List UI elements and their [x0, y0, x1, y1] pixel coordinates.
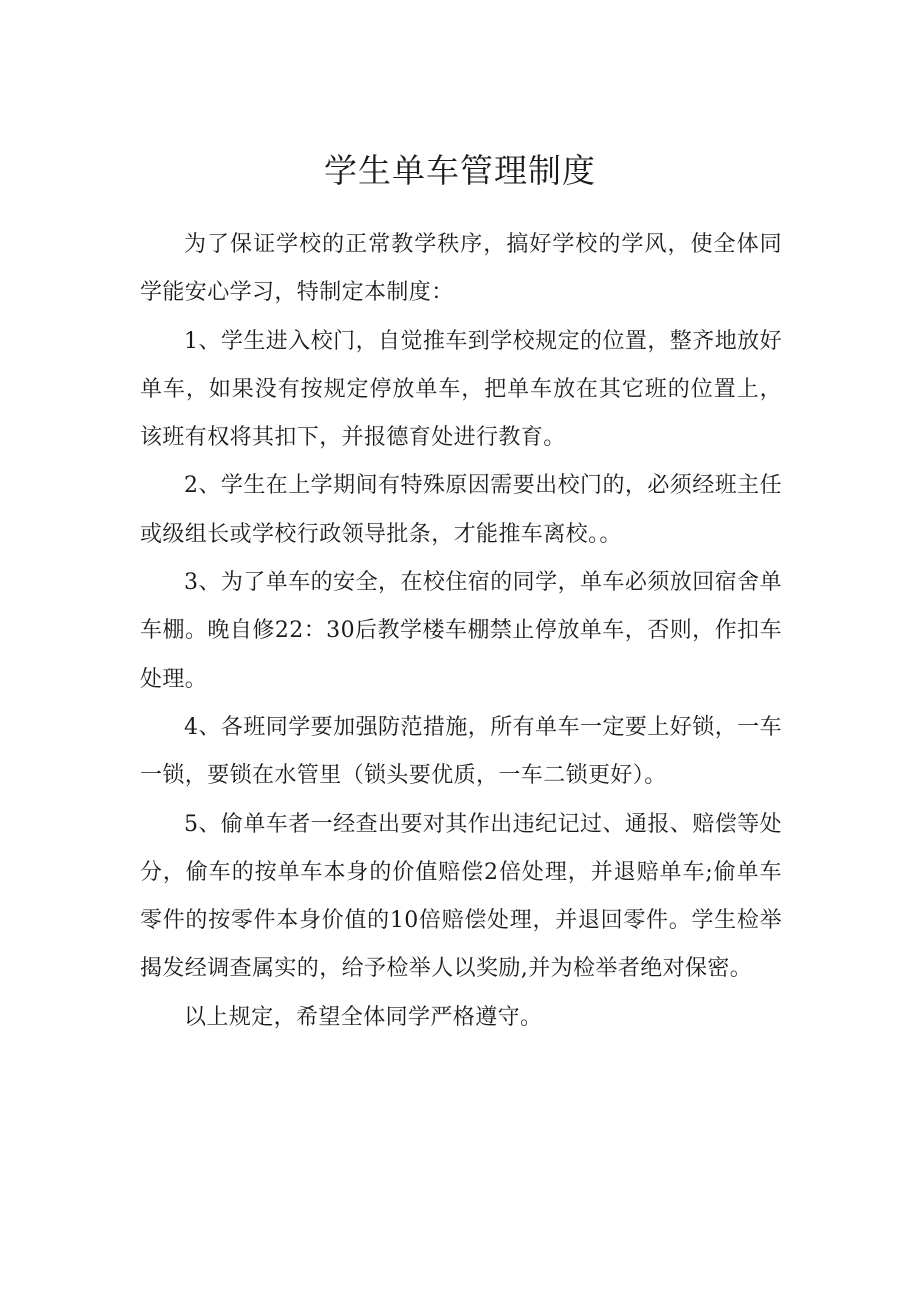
- closing-paragraph: 以上规定，希望全体同学严格遵守。: [184, 1004, 543, 1030]
- rule-5-paragraph: 5、偷单车者一经查出要对其作出违纪记过、通报、赔偿等处分，偷车的按单车本身的价值赔偿2倍处理，并退赔单车;偷单车零件的按零件本身价值的10倍赔偿处理，并退回零件。学生检举揭发经调查属实的，给予检举人以奖励,并为检举者绝对保密。: [140, 811, 782, 982]
- intro-paragraph: 为了保证学校的正常教学秩序，搞好学校的学风，使全体同学能安心学习，特制定本制度：: [140, 232, 782, 306]
- rule-3-paragraph: 3、为了单车的安全，在校住宿的同学，单车必须放回宿舍单车棚。晚自修22：30后教学楼车棚禁止停放单车，否则，作扣车处理。: [140, 570, 782, 692]
- rule-2-paragraph: 2、学生在上学期间有特殊原因需要出校门的，必须经班主任或级组长或学校行政领导批条，才能推车离校。。: [140, 473, 782, 547]
- rule-4-paragraph: 4、各班同学要加强防范措施，所有单车一定要上好锁，一车一锁，要锁在水管里（锁头要优质，一车二锁更好）。: [140, 714, 782, 789]
- document-body: [140, 221, 782, 1042]
- rule-1-paragraph: 1、学生进入校门，自觉推车到学校规定的位置，整齐地放好单车，如果没有按规定停放单车，把单车放在其它班的位置上，该班有权将其扣下，并报德育处进行教育。: [140, 328, 782, 451]
- document-title: 学生单车管理制度: [324, 151, 596, 190]
